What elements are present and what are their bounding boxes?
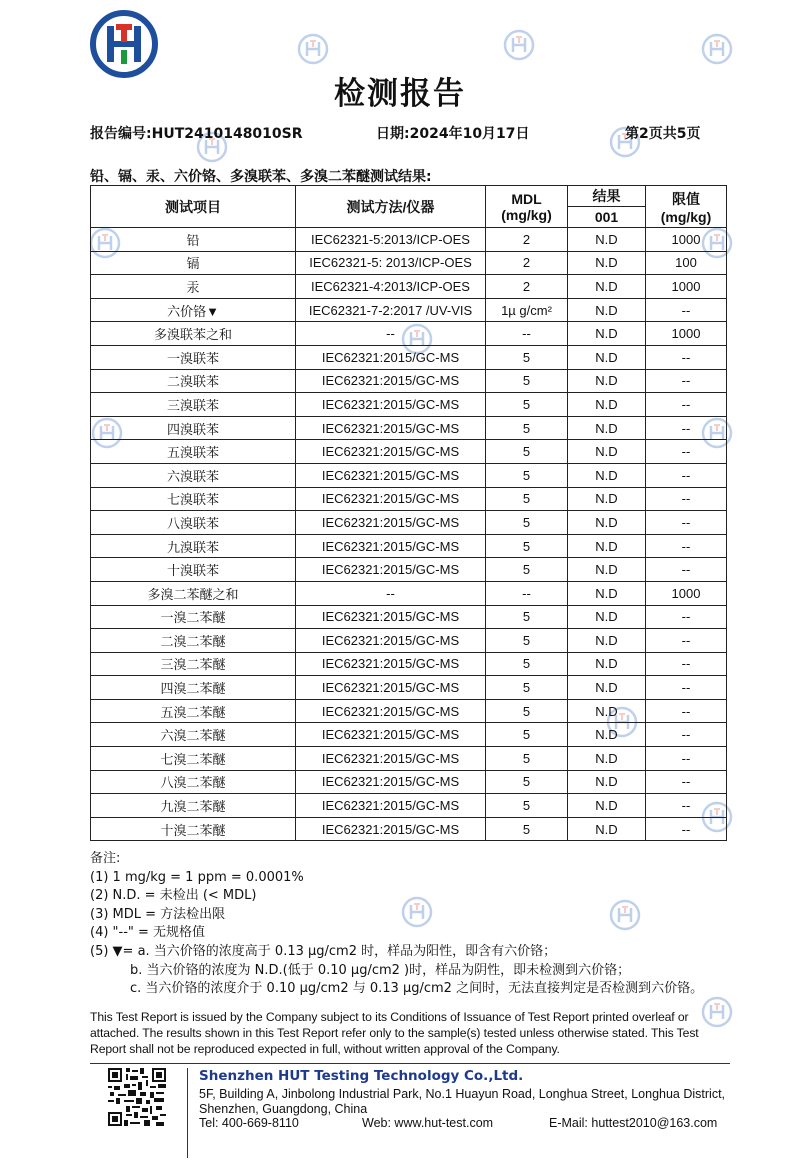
footer-divider-vertical xyxy=(187,1068,188,1158)
table-row xyxy=(91,581,727,605)
table-row xyxy=(91,558,727,582)
watermark-logo xyxy=(700,32,734,66)
cell-limit: -- xyxy=(646,393,727,417)
cell-mdl: 5 xyxy=(486,605,568,629)
cell-method: IEC62321:2015/GC-MS xyxy=(296,629,486,653)
cell-mdl: 2 xyxy=(486,251,568,275)
cell-method: IEC62321:2015/GC-MS xyxy=(296,369,486,393)
cell-mdl: 1µ g/cm² xyxy=(486,298,568,322)
cell-item: 十溴联苯 xyxy=(91,558,296,582)
table-row xyxy=(91,699,727,723)
cell-limit: -- xyxy=(646,487,727,511)
cell-method: IEC62321:2015/GC-MS xyxy=(296,440,486,464)
cell-item: 三溴联苯 xyxy=(91,393,296,417)
cell-limit: -- xyxy=(646,605,727,629)
header-result-id: 001 xyxy=(568,207,646,228)
notes xyxy=(90,850,703,999)
cell-mdl: 5 xyxy=(486,723,568,747)
cell-limit: -- xyxy=(646,629,727,653)
cell-item: 二溴联苯 xyxy=(91,369,296,393)
cell-mdl: 5 xyxy=(486,369,568,393)
qr-code xyxy=(108,1068,166,1126)
cell-limit: -- xyxy=(646,534,727,558)
header-method: 测试方法/仪器 xyxy=(296,186,486,228)
cell-mdl: 5 xyxy=(486,817,568,841)
cell-method: IEC62321:2015/GC-MS xyxy=(296,747,486,771)
cell-method: IEC62321:2015/GC-MS xyxy=(296,463,486,487)
cell-mdl: -- xyxy=(486,581,568,605)
cell-method: IEC62321:2015/GC-MS xyxy=(296,770,486,794)
cell-mdl: 5 xyxy=(486,393,568,417)
cell-result: N.D xyxy=(568,298,646,322)
cell-result: N.D xyxy=(568,369,646,393)
cell-result: N.D xyxy=(568,699,646,723)
table-row xyxy=(91,817,727,841)
cell-result: N.D xyxy=(568,581,646,605)
cell-result: N.D xyxy=(568,817,646,841)
company-email: E-Mail: huttest2010@163.com xyxy=(549,1116,718,1130)
report-title: 检测报告 xyxy=(334,76,466,112)
table-row xyxy=(91,275,727,299)
cell-limit: -- xyxy=(646,463,727,487)
table-row xyxy=(91,487,727,511)
cell-limit: -- xyxy=(646,416,727,440)
cell-mdl: 5 xyxy=(486,770,568,794)
table-row xyxy=(91,605,727,629)
cell-method: IEC62321:2015/GC-MS xyxy=(296,652,486,676)
cell-item: 多溴联苯之和 xyxy=(91,322,296,346)
note-line: (5) ▼= a. 当六价铬的浓度高于 0.13 µg/cm2 时，样品为阳性，即含有六价铬； xyxy=(90,943,557,959)
cell-limit: -- xyxy=(646,345,727,369)
report-number-value: HUT2410148010SR xyxy=(151,126,303,142)
cell-item: 七溴二苯醚 xyxy=(91,747,296,771)
cell-mdl: 5 xyxy=(486,747,568,771)
cell-item: 八溴二苯醚 xyxy=(91,770,296,794)
cell-mdl: 5 xyxy=(486,345,568,369)
notes-title: 备注: xyxy=(90,851,121,866)
cell-result: N.D xyxy=(568,605,646,629)
cell-limit: 1000 xyxy=(646,581,727,605)
report-date-label: 日期: xyxy=(376,126,410,142)
report-number xyxy=(90,123,303,143)
cell-method: IEC62321:2015/GC-MS xyxy=(296,558,486,582)
header-result: 结果 xyxy=(568,186,646,207)
cell-item: 十溴二苯醚 xyxy=(91,817,296,841)
cell-item: 六溴二苯醚 xyxy=(91,723,296,747)
cell-item: 一溴二苯醚 xyxy=(91,605,296,629)
cell-method: IEC62321-5:2013/ICP-OES xyxy=(296,228,486,252)
cell-method: IEC62321-4:2013/ICP-OES xyxy=(296,275,486,299)
cell-result: N.D xyxy=(568,723,646,747)
company-tel: Tel: 400-669-8110 xyxy=(199,1116,299,1130)
cell-result: N.D xyxy=(568,629,646,653)
cell-item: 汞 xyxy=(91,275,296,299)
cell-item: 六溴联苯 xyxy=(91,463,296,487)
table-row xyxy=(91,251,727,275)
cell-method: IEC62321:2015/GC-MS xyxy=(296,393,486,417)
cell-method: -- xyxy=(296,581,486,605)
cell-method: IEC62321:2015/GC-MS xyxy=(296,676,486,700)
cell-limit: -- xyxy=(646,369,727,393)
cell-item: 七溴联苯 xyxy=(91,487,296,511)
cell-result: N.D xyxy=(568,228,646,252)
cell-limit: -- xyxy=(646,699,727,723)
cell-limit: -- xyxy=(646,794,727,818)
cell-mdl: 5 xyxy=(486,416,568,440)
header-limit-label: 限值 xyxy=(672,190,700,207)
watermark-logo xyxy=(502,28,536,62)
cell-result: N.D xyxy=(568,676,646,700)
cell-item: 四溴二苯醚 xyxy=(91,676,296,700)
cell-result: N.D xyxy=(568,747,646,771)
cell-mdl: 2 xyxy=(486,228,568,252)
cell-limit: 100 xyxy=(646,251,727,275)
cell-method: IEC62321:2015/GC-MS xyxy=(296,794,486,818)
table-row xyxy=(91,298,727,322)
cell-mdl: 2 xyxy=(486,275,568,299)
cell-item: 三溴二苯醚 xyxy=(91,652,296,676)
cell-result: N.D xyxy=(568,416,646,440)
header-item: 测试项目 xyxy=(91,186,296,228)
cell-result: N.D xyxy=(568,487,646,511)
note-line: (2) N.D. = 未检出 (< MDL) xyxy=(90,888,257,904)
cell-result: N.D xyxy=(568,558,646,582)
table-row xyxy=(91,770,727,794)
cell-limit: -- xyxy=(646,817,727,841)
table-row xyxy=(91,369,727,393)
cell-limit: -- xyxy=(646,440,727,464)
cell-mdl: 5 xyxy=(486,487,568,511)
cell-item: 九溴二苯醚 xyxy=(91,794,296,818)
cell-mdl: -- xyxy=(486,322,568,346)
cell-method: IEC62321-5: 2013/ICP-OES xyxy=(296,251,486,275)
section-title: 铅、镉、汞、六价铬、多溴联苯、多溴二苯醚测试结果: xyxy=(90,169,432,185)
cell-mdl: 5 xyxy=(486,440,568,464)
cell-method: IEC62321:2015/GC-MS xyxy=(296,511,486,535)
table-row xyxy=(91,794,727,818)
cell-result: N.D xyxy=(568,440,646,464)
cell-limit: -- xyxy=(646,723,727,747)
note-line: (1) 1 mg/kg = 1 ppm = 0.0001% xyxy=(90,869,304,885)
cell-method: IEC62321:2015/GC-MS xyxy=(296,345,486,369)
company-name: Shenzhen HUT Testing Technology Co.,Ltd. xyxy=(199,1068,524,1084)
cell-item: 二溴二苯醚 xyxy=(91,629,296,653)
table-row xyxy=(91,676,727,700)
table-row xyxy=(91,440,727,464)
cell-item: 九溴联苯 xyxy=(91,534,296,558)
cell-limit: -- xyxy=(646,652,727,676)
report-date xyxy=(376,123,530,143)
company-web: Web: www.hut-test.com xyxy=(362,1116,494,1130)
results-table-body xyxy=(91,228,727,841)
cell-result: N.D xyxy=(568,770,646,794)
cell-method: IEC62321-7-2:2017 /UV-VIS xyxy=(296,298,486,322)
table-row xyxy=(91,534,727,558)
cell-item: 八溴联苯 xyxy=(91,511,296,535)
table-row xyxy=(91,416,727,440)
cell-result: N.D xyxy=(568,794,646,818)
cell-method: IEC62321:2015/GC-MS xyxy=(296,817,486,841)
cell-limit: 1000 xyxy=(646,228,727,252)
footer-divider xyxy=(90,1063,730,1064)
header-mdl-label: MDL xyxy=(511,190,542,207)
cell-item: 一溴联苯 xyxy=(91,345,296,369)
table-row xyxy=(91,723,727,747)
cell-item: 五溴二苯醚 xyxy=(91,699,296,723)
cell-item: 四溴联苯 xyxy=(91,416,296,440)
cell-method: -- xyxy=(296,322,486,346)
cell-mdl: 5 xyxy=(486,794,568,818)
cell-mdl: 5 xyxy=(486,463,568,487)
cell-item: 铅 xyxy=(91,228,296,252)
disclaimer: This Test Report is issued by the Company subject to its Conditions of Issuance of Test Report printed overleaf or attached. The results shown in this Test Report refer only to the sample(s) tested unless otherwise stated. This Test Report shall not be reproduced expected in full, without written approval of the Company. xyxy=(90,1010,699,1056)
table-row xyxy=(91,322,727,346)
cell-method: IEC62321:2015/GC-MS xyxy=(296,416,486,440)
cell-item: 多溴二苯醚之和 xyxy=(91,581,296,605)
results-table xyxy=(90,185,727,841)
cell-result: N.D xyxy=(568,251,646,275)
cell-mdl: 5 xyxy=(486,534,568,558)
cell-mdl: 5 xyxy=(486,652,568,676)
cell-method: IEC62321:2015/GC-MS xyxy=(296,534,486,558)
cell-result: N.D xyxy=(568,463,646,487)
cell-limit: 1000 xyxy=(646,322,727,346)
cell-method: IEC62321:2015/GC-MS xyxy=(296,487,486,511)
table-row xyxy=(91,228,727,252)
table-row xyxy=(91,463,727,487)
cell-mdl: 5 xyxy=(486,558,568,582)
cell-item: 镉 xyxy=(91,251,296,275)
cell-mdl: 5 xyxy=(486,699,568,723)
cell-result: N.D xyxy=(568,511,646,535)
cell-mdl: 5 xyxy=(486,629,568,653)
note-line: b. 当六价铬的浓度为 N.D.(低于 0.10 µg/cm2 )时，样品为阴性，即未检测到六价铬； xyxy=(130,962,631,978)
table-row xyxy=(91,652,727,676)
cell-method: IEC62321:2015/GC-MS xyxy=(296,723,486,747)
header-mdl-unit: (mg/kg) xyxy=(501,206,552,223)
cell-result: N.D xyxy=(568,652,646,676)
page-info: 第2页共5页 xyxy=(625,126,701,142)
cell-item: 五溴联苯 xyxy=(91,440,296,464)
note-line: (4) "--" = 无规格值 xyxy=(90,925,206,941)
table-row xyxy=(91,393,727,417)
cell-result: N.D xyxy=(568,345,646,369)
cell-limit: -- xyxy=(646,770,727,794)
table-row xyxy=(91,511,727,535)
cell-limit: -- xyxy=(646,747,727,771)
cell-result: N.D xyxy=(568,534,646,558)
header-limit xyxy=(646,186,727,228)
cell-mdl: 5 xyxy=(486,511,568,535)
cell-limit: -- xyxy=(646,511,727,535)
table-row xyxy=(91,345,727,369)
cell-limit: -- xyxy=(646,676,727,700)
cell-result: N.D xyxy=(568,393,646,417)
header-limit-unit: (mg/kg) xyxy=(660,208,712,225)
report-date-value: 2024年10月17日 xyxy=(409,126,530,142)
note-line: c. 当六价铬的浓度介于 0.10 µg/cm2 与 0.13 µg/cm2 之间时，无法直接判定是否检测到六价铬。 xyxy=(130,981,704,997)
cell-limit: 1000 xyxy=(646,275,727,299)
note-line: (3) MDL = 方法检出限 xyxy=(90,906,226,922)
table-row xyxy=(91,747,727,771)
cell-limit: -- xyxy=(646,298,727,322)
cell-limit: -- xyxy=(646,558,727,582)
cell-method: IEC62321:2015/GC-MS xyxy=(296,605,486,629)
watermark-logo xyxy=(296,32,330,66)
table-row xyxy=(91,629,727,653)
cell-mdl: 5 xyxy=(486,676,568,700)
cell-item: 六价铬▼ xyxy=(91,298,296,322)
cell-method: IEC62321:2015/GC-MS xyxy=(296,699,486,723)
company-address: 5F, Building A, Jinbolong Industrial Park, No.1 Huayun Road, Longhua Street, Longhua District, Shenzhen, Guangdong, China xyxy=(199,1087,726,1116)
report-number-label: 报告编号: xyxy=(90,126,152,142)
cell-result: N.D xyxy=(568,275,646,299)
cell-result: N.D xyxy=(568,322,646,346)
header-mdl xyxy=(486,186,568,228)
